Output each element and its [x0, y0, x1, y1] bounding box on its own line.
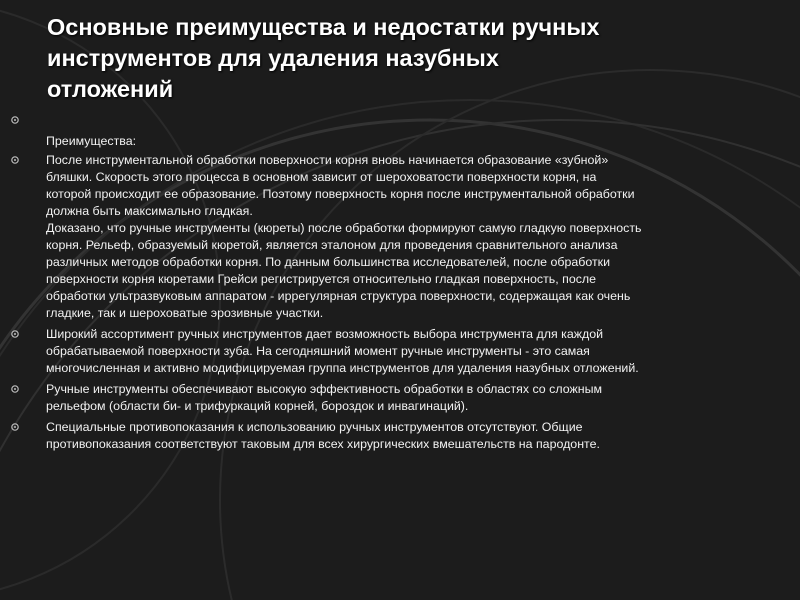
item-text: должна быть максимально гладкая. — [46, 204, 253, 218]
item-text: противопоказания соответствуют таковым для всех хирургических вмешательств на пародонте. — [46, 437, 600, 451]
item-text: Ручные инструменты обеспечивают высокую эффективность обработки в областях со сложным — [46, 382, 603, 396]
list-item — [8, 419, 778, 453]
bullet-list — [8, 112, 778, 453]
title-line: Основные преимущества и недостатки ручных — [47, 14, 600, 40]
title-line: отложений — [47, 76, 174, 102]
item-text: многочисленная и активно модифицируемая группа инструментов для удаления назубных отложений. — [46, 361, 639, 375]
item-text: различных методов обработки корня. По данным большинства исследователей, после обработки — [46, 255, 611, 269]
ring-bullet-icon — [9, 114, 21, 126]
item-text: Широкий ассортимент ручных инструментов дает возможность выбора инструмента для каждой — [46, 327, 604, 341]
item-text: Специальные противопоказания к использованию ручных инструментов отсутствуют. Общие — [46, 420, 583, 434]
ring-bullet-icon — [9, 383, 21, 395]
item-text: корня. Рельеф, образуемый кюретой, является эталоном для проведения сравнительного анализа — [46, 238, 618, 252]
item-text: которой происходит ее образование. Поэтому поверхность корня после инструментальной обработки — [46, 187, 635, 201]
ring-bullet-icon — [9, 421, 21, 433]
list-item — [8, 133, 778, 150]
list-item — [8, 112, 778, 129]
list-item — [8, 326, 778, 377]
list-item — [8, 381, 778, 415]
item-text: гладкие, так и шероховатые эрозивные участки. — [46, 306, 324, 320]
title-line: инструментов для удаления назубных — [47, 45, 499, 71]
item-text: рельефом (области би- и трифуркаций корней, бороздок и инвагинаций). — [46, 399, 469, 413]
item-text: обработки ультразвуковым аппаратом - иррегулярная структура поверхности, содержащая как очень — [46, 289, 631, 303]
ring-bullet-icon — [9, 154, 21, 166]
ring-bullet-icon — [9, 328, 21, 340]
item-text: поверхности корня кюретами Грейси регистрируется относительно гладкая поверхность, после — [46, 272, 597, 286]
item-text: Преимущества: — [46, 134, 137, 148]
item-text: Доказано, что ручные инструменты (кюреты) после обработки формируют самую гладкую поверхность — [46, 221, 642, 235]
item-text: обрабатываемой поверхности зуба. На сегодняшний момент ручные инструменты - это самая — [46, 344, 590, 358]
slide-title — [47, 12, 747, 105]
item-text: бляшки. Скорость этого процесса в основном зависит от шероховатости поверхности корня, на — [46, 170, 597, 184]
item-text: После инструментальной обработки поверхности корня вновь начинается образование «зубной» — [46, 153, 609, 167]
list-item — [8, 152, 778, 322]
